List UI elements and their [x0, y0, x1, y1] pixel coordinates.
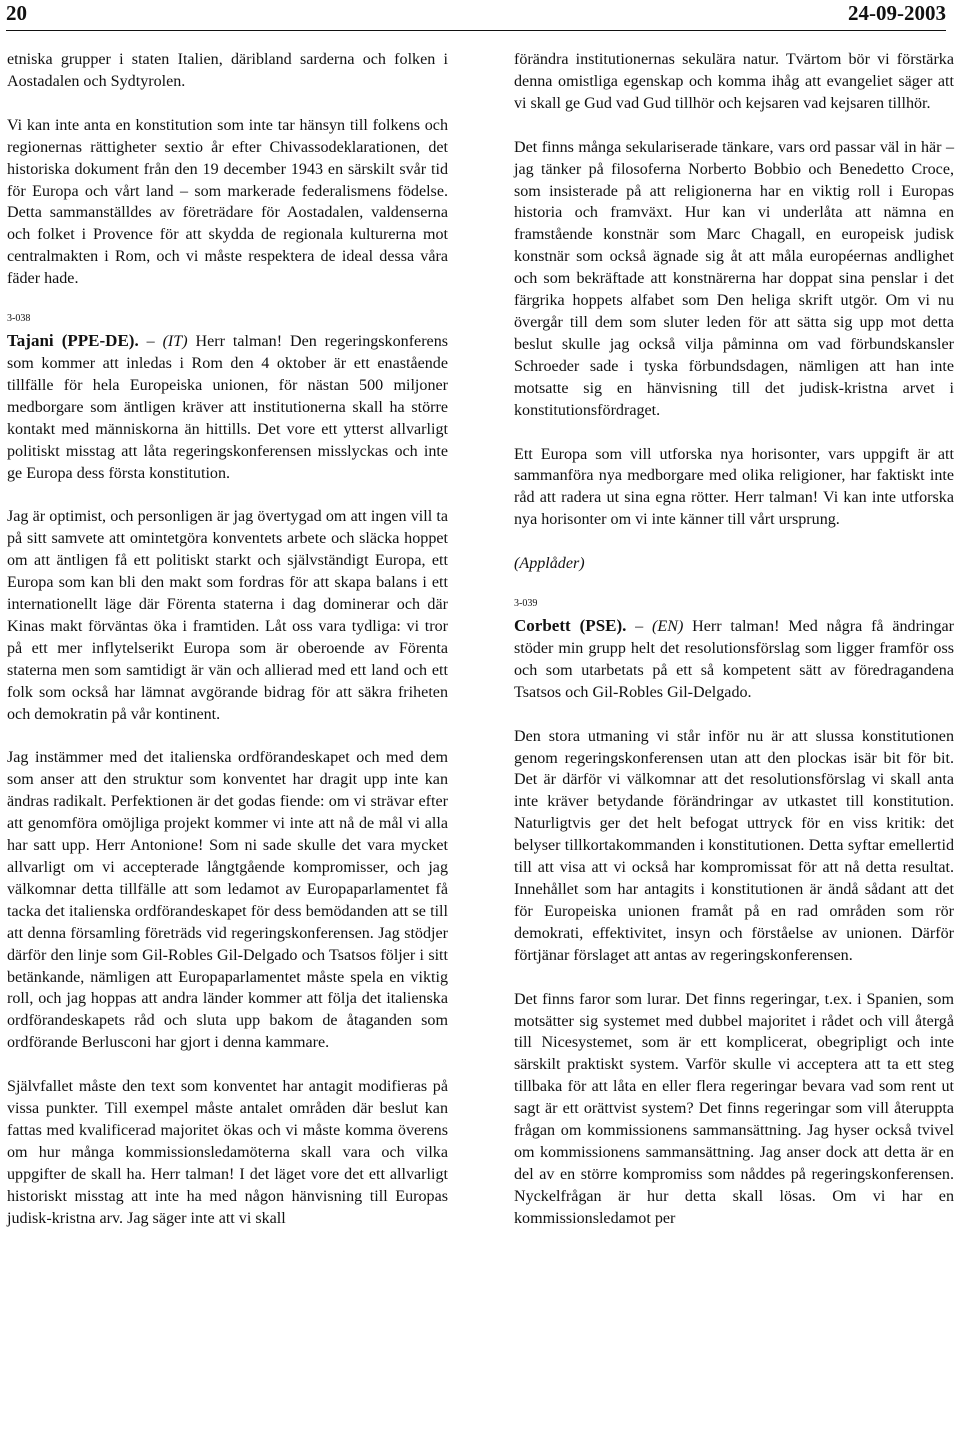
paragraph: Jag är optimist, och personligen är jag övertygad om att ingen vill ta på sitt samvete att omintetgöra konventets arbete och släcka hoppet om att äntligen få ett politiskt starkt och självständigt Europa, ett Europa som kan bli den makt som fordras för att skapa balans i ett internationellt läge där Förenta staterna i dag dominerar och där Kinas makt förväntas öka i framtiden. Låt oss vara tydliga: vi tror på ett mer inflytelserikt Europa som är oberoende av Förenta staterna men som samtidigt är vän och allierad med ett land och ett folk som också har lämnat avgörande bidrag för att säkra friheten och demokratin på vår kontinent.: [7, 508, 448, 723]
paragraph: Självfallet måste den text som konventet har antagit modifieras på vissa punkter. Till exempel måste antalet områden där beslut kan fattas med kvalificerad majoritet ökas och vi måste komma överens om hur många kommissionsledamöterna skall vara och vilka uppgifter de skall ha. Herr talman! I det läget vore det ett allvarligt historiskt misstag att inte ha med någon hänvisning till Europas judisk-kristna arv. Jag säger inte att vi skall: [7, 1078, 448, 1227]
paragraph: etniska grupper i staten Italien, däribland sarderna och folken i Aostadalen och Sydtyrolen.: [7, 51, 448, 90]
language-code: (IT): [162, 333, 188, 351]
speaker-name: Tajani (PPE-DE).: [7, 331, 139, 351]
page-header: [6, 0, 946, 34]
page-date: 24-09-2003: [848, 1, 946, 25]
page-number: 20: [6, 1, 27, 25]
item-reference: 3-038: [7, 313, 31, 325]
language-code: (EN): [652, 618, 684, 636]
paragraph: Det finns faror som lurar. Det finns regeringar, t.ex. i Spanien, som motsätter sig systemet med dubbel majoritet i rådet och vill återgå till Nicesystemet, som är ett komplicerat, obegripligt och inte särskilt praktiskt system. Varför skulle vi acceptera att ta ett steg tillbaka för att låta en eller flera regeringar bevara vad som rent ut sagt är ett orättvist system? Det finns regeringar som vill återuppta frågan om kommissionens sammansättning. Jag hyser också tvivel om kommissionens sammansättning. Jag anser dock att detta är en del av en större kompromiss som nåddes på regeringskonferensen. Nyckelfrågan är hur detta skall lösas. Om vi har en kommissionsledamot per: [514, 990, 954, 1227]
speech-text: Herr talman! Med några få ändringar stöder min grupp helt det resolutionsförslag som ligger framför oss och som utarbetats på ett så kompetent sätt av föredragandena Tsatsos och Gil-Robles Gil-Delgado.: [514, 618, 955, 701]
dash: –: [626, 618, 653, 636]
applause-note: (Applåder): [514, 555, 585, 573]
paragraph: Det finns många sekulariserade tänkare, vars ord passar väl in här – jag tänker på filosoferna Norberto Bobbio och Benedetto Croce, som insisterade på att religionerna har en viktig roll i Europas historia och framväxt. Hur kan vi underlåta att nämna en framstående konstnär som Marc Chagall, en europeisk judisk konstnär som också ägnade sig åt att måla européernas andlighet och som bekräftade att konstnärerna har doppat sina penslar i det färgrika hoppets alfabet som Den heliga skrift utgör. Om vi nu övergår till dem som sluter leden för att sätta sig upp mot detta beslut skulle jag också vilja påminna om vad förbundskansler Schroeder sade i tyska förbundsdagen, nämligen att han inte motsatte sig en hänvisning till det judisk-kristna arvet i konstitutionsfördraget.: [514, 138, 954, 419]
speech-paragraph: [514, 615, 954, 704]
speech-text: Herr talman! Den regeringskonferens som kommer att inledas i Rom den 4 oktober är ett enastående tillfälle för hela Europeiska unionen, för nästan 500 miljoner medborgare som äntligen kräver att institutionerna skall ha större kontakt med människorna än hittills. Det vore ett ytterst allvarligt politiskt misstag att låta regeringskonferensen misslyckas och inte ge Europa dess första konstitution.: [7, 333, 449, 482]
right-column: [514, 49, 954, 1230]
paragraph: Den stora utmaning vi står inför nu är att slussa konstitutionen genom regeringskonferensen utan att den plockas isär bit för bit. Det är därför vi välkomnar att det resolutionsförslag vi skall anta inte kräver betydande förändringar av utkastet till konstitution. Naturligtvis ger det helt befogat uttryck för en viss kritik: det belyser tillkortakommanden i konstitutionen. Detta syftar emellertid till att visa att vi också har kompromissat för att nå detta resultat. Innehållet som har antagits i konstitutionen är ändå sådant att det för Europeiska unionen framåt på en rad områden som rör demokrati, effektivitet, insyn och förståelse av unionen. Därför förtjänar förslaget att antas av regeringskonferensen.: [514, 727, 954, 964]
dash: –: [138, 333, 163, 351]
paragraph: förändra institutionernas sekulära natur. Tvärtom bör vi förstärka denna omistliga egenskap och komma ihåg att evangeliet säger att vi skall ge Gud vad Gud tillhör och kejsaren vad kejsaren tillhör.: [514, 51, 954, 112]
left-column: [7, 49, 448, 1230]
paragraph: Jag instämmer med det italienska ordförandeskapet och med dem som anser att den struktur som konventet har dragit upp inte kan ändras radikalt. Perfektionen är det godas fiende: om vi strävar efter att genomföra omöjliga projekt kommer vi inte att nå de mål vi alla har satt upp. Herr Antonione! Som ni sade skulle det vara mycket allvarligt om vi accepterade långtgående kompromisser, och jag välkomnar detta tillfälle att som ledamot av Europaparlamentet få tacka det italienska ordförandeskapet för dess bemödanden att se till att denna församling företräds vid regeringskonferensen. Jag stödjer därför den linje som Gil-Robles Gil-Delgado och Tsatsos följer i sitt betänkande, nämligen att Europaparlamentet måste spela en viktig roll, och jag hoppas att andra länder kommer att följa det italienska ordförandeskapets råd och sluta upp bakom de åtaganden som ordförande Berlusconi har gjort i denna kammare.: [7, 749, 448, 1052]
paragraph: Ett Europa som vill utforska nya horisonter, vars uppgift är att sammanföra nya medborgare med olika religioner, har faktiskt inte råd att radera ut sina egna rötter. Herr talman! Vi kan inte utforska nya horisonter om vi inte känner till vårt ursprung.: [514, 445, 954, 529]
header-rule: [6, 30, 946, 31]
speaker-name: Corbett (PSE).: [514, 616, 627, 636]
speech-paragraph: [7, 330, 448, 484]
paragraph: Vi kan inte anta en konstitution som inte tar hänsyn till folkens och regionernas rättigheter sextio år efter Chivassodeklarationen, det historiska dokument från den 19 december 1943 en särskilt svår tid för Europa och vårt land – som markerade federalismens födelse. Detta sammanställdes av företrädare för Aostadalen, valdenserna och folket i Provence för att skydda de regionala kulturerna mot centralmakten i Rom, och vi måste respektera de ideal dessa våra fäder hade.: [7, 116, 448, 288]
item-reference: 3-039: [514, 598, 538, 610]
